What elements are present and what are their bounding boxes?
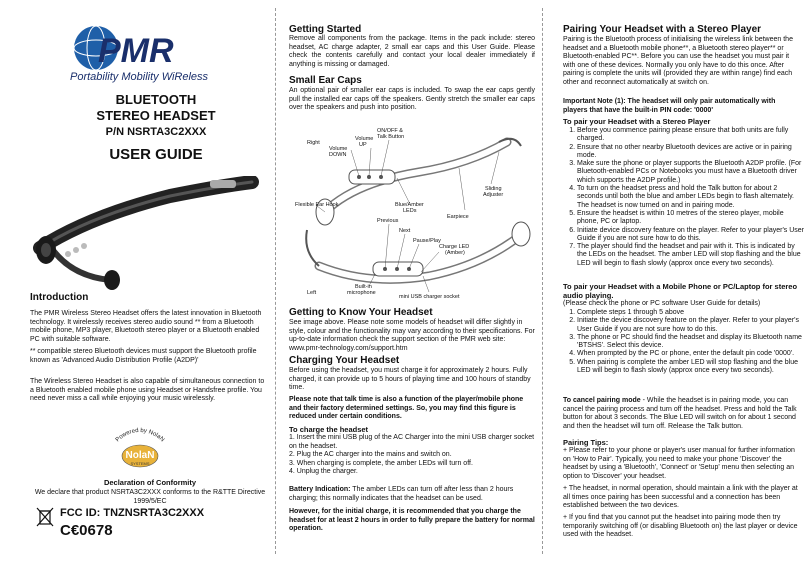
important-note: Important Note (1): The headset will only pair automatically with players that have the built-in PIN code: '0000': [563, 98, 776, 114]
user-guide-title: USER GUIDE: [109, 146, 203, 163]
stereo-step: 1. Before you commence pairing please ensure that both units are fully charged.: [577, 127, 805, 144]
weee-bin-icon: [36, 506, 54, 528]
intro-paragraph-1: The PMR Wireless Stereo Headset offers the latest innovation in Bluetooth technology. It wirelessly receives stereo audio sound ** from a Bluetooth mobile phone, MP3 player, Bluetooth stereo player or a Bluetooth enabled PC with suitable software.: [30, 310, 262, 343]
charging-text: Before using the headset, you must charge it for approximately 2 hours. Fully charged, it can provide up to 5 hours of playing time and 100 hours of standby time.: [289, 367, 531, 391]
column-divider-left: [275, 8, 276, 554]
stereo-step: 7. The player should find the headset and pair with it. This is indicated by the LEDs on the headset. The amber LED will stop flashing and the blue LED will begin to flash slowly (approx once every two seconds).: [577, 243, 805, 268]
label-volume-up: Volume UP: [355, 136, 374, 148]
label-right: Right: [307, 140, 320, 146]
mobile-step: 3. The phone or PC should find the headset and display its Bluetooth name 'BTSHS'. Select this device.: [577, 334, 805, 351]
mobile-pair-sub: (Please check the phone or PC software User Guide for details): [563, 300, 761, 307]
getting-started-text: Remove all components from the package. Items in the pack include: stereo headset, AC charge adapter, 2 small ear caps and this User Guide. Please check the contents carefully and contact your local dealer immediately if anything is missing or damaged.: [289, 35, 535, 68]
know-text: See image above. Please note some models of headset will differ slightly in style, colour and the functionality may vary according to their specifications. For up-to-date information check the support section of the PMR web site: www.pmr-technology.com/support.htm: [289, 319, 535, 352]
stereo-step: 6. Initiate device discovery feature on the player. Refer to your player's User Guide if you are not sure how to do this.: [577, 227, 805, 244]
battery-label: Battery Indication:: [289, 486, 351, 493]
to-charge-heading: To charge the headset: [289, 425, 369, 434]
headset-diagram: [289, 126, 535, 302]
nolan-sub-text: SYSTEMS: [130, 461, 150, 466]
middle-column: [281, 0, 535, 562]
tip-3: + If you find that you cannot put the headset into pairing mode then try temporarily switching off (or disabling Bluetooth on) the last player or device used with the headset.: [563, 514, 798, 538]
battery-indication: [289, 486, 535, 503]
part-number: P/N NSRTA3C2XXX: [105, 126, 207, 138]
label-sliding-adjuster: Sliding Adjuster: [483, 186, 504, 198]
nolan-logo-text: NolaN: [125, 450, 155, 461]
to-charge-step: 1. Insert the mini USB plug of the AC Charger into the mini USB charger socket on the headset.: [289, 434, 535, 450]
label-built-in-mic: Built-in microphone: [347, 284, 376, 296]
label-mini-usb: mini USB charger socket: [399, 294, 460, 300]
stereo-pair-steps: [563, 127, 805, 268]
initial-charge-note: However, for the initial charge, it is recommended that you charge the headset for at least 2 hours in order to fully prepare the battery for normal operation.: [289, 508, 535, 532]
tip-1: + Please refer to your phone or player's user manual for further information on 'How to Pair'. Typically, you need to make your phone 'Discover' the headset by using a 'Bluetooth', 'Connect' or 'Setup' menu then selecting an option to 'Discover' your headset.: [563, 447, 795, 480]
stereo-pair-heading: To pair your Headset with a Stereo Player: [563, 117, 711, 126]
intro-heading: Introduction: [30, 292, 89, 303]
mobile-step: 5. When pairing is complete the amber LED will stop flashing and the blue LED will begin to flash slowly (approx once every two seconds).: [577, 359, 805, 376]
to-charge-step: 3. When charging is complete, the amber LEDs will turn off.: [289, 459, 473, 467]
cover-column: [0, 0, 272, 562]
mobile-step: 4. When prompted by the PC or phone, enter the default pin code '0000'.: [577, 350, 805, 358]
intro-paragraph-3: The Wireless Stereo Headset is also capable of simultaneous connection to a Bluetooth enabled mobile phone using Headset or Handsfree profile. You need never miss a call while enjoying your music wirelessly.: [30, 378, 265, 402]
title-line-1: BLUETOOTH: [115, 92, 197, 107]
to-charge-step: 2. Plug the AC charger into the mains and switch on.: [289, 451, 452, 458]
cancel-pairing: [563, 397, 801, 431]
pairing-heading: Pairing Your Headset with a Stereo Player: [563, 24, 762, 35]
label-previous: Previous: [377, 218, 399, 224]
stereo-step: 5. Ensure the headset is within 10 metres of the stereo player, mobile phone, PC or laptop.: [577, 210, 805, 227]
label-blue-amber-leds: Blue/Amber LEDs: [395, 202, 424, 214]
pmr-logo: [68, 22, 268, 84]
label-volume-down: Volume DOWN: [329, 146, 348, 158]
label-earpiece: Earpiece: [447, 214, 469, 220]
charging-heading: Charging Your Headset: [289, 355, 400, 366]
stereo-step: 4. To turn on the headset press and hold the Talk button for about 2 seconds until both the blue and amber LEDs begin to flash alternately. The headset is now turned on and in pairing mode.: [577, 185, 805, 210]
tip-2: + The headset, in normal operation, should maintain a link with the player at all times once pairing has been successful and a connection has been established between the two devices.: [563, 485, 798, 509]
nolan-badge: [100, 426, 180, 468]
label-pause-play: Pause/Play: [413, 238, 441, 244]
getting-started-heading: Getting Started: [289, 24, 362, 35]
to-charge-steps: [289, 434, 535, 477]
powered-by-text: Powered by NolaN: [114, 427, 166, 444]
label-flexible-ear-hook: Flexible Ear Hook: [295, 202, 339, 208]
title-line-2: STEREO HEADSET: [96, 108, 216, 123]
column-divider-right: [542, 8, 543, 554]
stereo-step: 2. Ensure that no other nearby Bluetooth devices are active or in pairing mode.: [577, 144, 805, 161]
ear-caps-text: An optional pair of smaller ear caps is included. To swap the ear caps gently pull the installed ear caps off the speakers. Gently stretch the smaller ear caps over the speakers and push into position.: [289, 87, 535, 111]
tips-heading: Pairing Tips:: [563, 438, 609, 447]
label-next: Next: [399, 228, 411, 234]
headset-photo: [30, 176, 270, 291]
declaration-heading: Declaration of Conformity: [103, 478, 197, 487]
right-column: [559, 0, 805, 562]
stereo-step: 3. Make sure the phone or player supports the Bluetooth A2DP profile. (For Bluetooth-enabled PCs or Notebooks you must have a Bluetooth driver which supports the A2DP profile.): [577, 160, 805, 185]
label-charge-led: Charge LED (Amber): [439, 244, 470, 256]
pairing-text: Pairing is the Bluetooth process of initialising the wireless link between the headset and a Bluetooth mobile phone**, a Bluetooth stereo player** or Bluetooth-enabled PC**. Before you can use the headset you must pair it with one of these devices. Normally you only have to do this once. After pairing is complete the units will (provided they are within range) find each other and reconnect automatically at switch on.: [563, 36, 793, 86]
mobile-pair-steps: [563, 309, 805, 375]
know-heading: Getting to Know Your Headset: [289, 307, 433, 318]
ear-caps-heading: Small Ear Caps: [289, 75, 362, 86]
ce-mark: C€0678: [60, 522, 113, 539]
pmr-tagline: Portability Mobility WiReless: [70, 71, 209, 83]
mobile-pair-heading: To pair your Headset with a Mobile Phone or PC/Laptop for stereo audio playing.: [563, 282, 798, 300]
to-charge-step: 4. Unplug the charger.: [289, 468, 358, 475]
mobile-step: 2. Initiate the device discovery feature on the player. Refer to your player's User Guide if you are not sure how to do this.: [577, 317, 805, 334]
label-left: Left: [307, 290, 317, 296]
mobile-step: 1. Complete steps 1 through 5 above: [577, 309, 805, 317]
intro-paragraph-2: ** compatible stereo Bluetooth devices must support the Bluetooth profile known as 'Advanced Audio Distribution Profile (A2DP)': [30, 348, 257, 364]
charging-note: Please note that talk time is also a function of the player/mobile phone and their factory determined settings. So, you may find this figure is reduced under certain conditions.: [289, 396, 524, 420]
label-onoff: ON/OFF & Talk Button: [377, 128, 405, 140]
fcc-id: FCC ID: TNZNSRTA3C2XXX: [60, 507, 205, 519]
cancel-text: - While the headset is in pairing mode, you can cancel the pairing process and turn off the headset. Press and hold the Talk button for about 3 seconds. The Blue LED will switch on for about 1 second and then the headset will turn off. Release the Talk button.: [563, 397, 797, 430]
pmr-logo-text: PMR: [98, 32, 174, 70]
declaration-text: We declare that product NSRTA3C2XXX conforms to the R&TTE Directive 1999/5/EC: [34, 489, 266, 505]
cancel-label: To cancel pairing mode: [563, 397, 641, 404]
battery-text: The amber LEDs can turn off after less than 2 hours charging; this normally indicates that the headset can be used.: [289, 486, 514, 502]
